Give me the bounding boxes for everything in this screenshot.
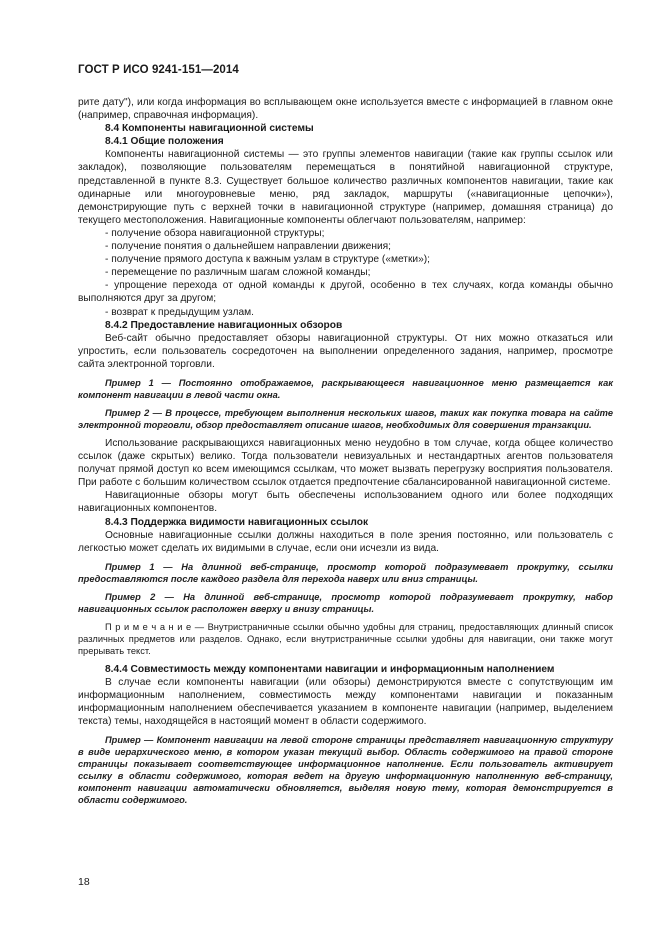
example-5: Пример — Компонент навигации на левой стороне страницы представляет навигационную структуру в виде иерархического меню, в котором указан текущий выбор. Область содержимого на правой стороне страницы показывает соответствующее информационное наполнение. Если пользователь активирует ссылку в области содержимого, которая ведет на другую информационную наполненную веб-страницу, компонент навигации автоматически обновляется, выделяя новую тему, которая демонстрируется в области содержимого. <box>78 735 613 806</box>
paragraph-8-4-4: В случае если компоненты навигации (или обзоры) демонстрируются вместе с сопутствующим им информационным наполнением, совместимость между компонентами навигации и показанным информационным наполнением обеспечивается указанием в компоненте навигации (например, выделением текста) темы, находящейся в настоящий момент в области содержимого. <box>78 676 613 728</box>
list-item: - перемещение по различным шагам сложной команды; <box>105 267 371 279</box>
example-3: Пример 1 — На длинной веб-странице, просмотр которой подразумевает прокрутку, ссылки предоставляются после каждого раздела для перехода наверх или вниз страницы. <box>78 561 613 584</box>
list-item: - получение прямого доступа к важным узлам в структуре («метки»); <box>105 254 431 266</box>
paragraph-8-4-1: Компоненты навигационной системы — это группы элементов навигации (такие как группы ссылок или закладок), позволяющие пользователям перемещаться в понятийной навигационной структуре, представленной в пункте 8.3. Существует большое количество различных компонентов навигации, такие как одинарные или многоуровневые меню, ряд закладок, маршруты («навигационные цепочки»), демонстрирующие путь с верхней точки в навигационной структуре (например, домашняя страница) до текущего местоположения. Навигационные компоненты облегчают пользователям, например: <box>78 149 613 226</box>
page-content <box>78 96 613 812</box>
example-1: Пример 1 — Постоянно отображаемое, раскрывающееся навигационное меню размещается как компонент навигации в левой части окна. <box>78 377 613 400</box>
note: П р и м е ч а н и е — Внутристраничные ссылки обычно удобны для страниц, предоставляющих длинный список различных предметов или разделов. Однако, если внутристраничные ссылки удобны для навигации, они также могут прерывать текст. <box>78 621 613 656</box>
list-item: - получение понятия о дальнейшем направлении движения; <box>105 241 392 253</box>
section-heading-8-4: 8.4 Компоненты навигационной системы <box>105 123 314 135</box>
paragraph-navigation-overviews: Навигационные обзоры могут быть обеспечены использованием одного или более подходящих навигационных компонентов. <box>78 490 613 515</box>
section-heading-8-4-2: 8.4.2 Предоставление навигационных обзоров <box>105 319 343 331</box>
example-4: Пример 2 — На длинной веб-странице, просмотр которой подразумевает прокрутку, набор навигационных ссылок расположен вверху и внизу страницы. <box>78 591 613 614</box>
section-heading-8-4-3: 8.4.3 Поддержка видимости навигационных ссылок <box>105 516 369 528</box>
paragraph-dropdown-menus: Использование раскрывающихся навигационных меню неудобно в том случае, когда общее количество ссылок (даже скрытых) велико. Тогда пользователи невизуальных и нестандартных агентов пользователя получат прямой доступ ко всем имеющимся ссылкам, что может вызвать перегрузку восприятия пользователя. При работе с большим количеством ссылок отдается предпочтение сбалансированной навигационной системе. <box>78 437 613 489</box>
document-header: ГОСТ Р ИСО 9241-151—2014 <box>78 64 239 76</box>
paragraph-8-4-2: Веб-сайт обычно предоставляет обзоры навигационной структуры. От них можно отказаться или упростить, если пользователь сосредоточен на выполнении определенного задания, например, просмотре сайта электронной торговли. <box>78 332 613 370</box>
example-2: Пример 2 — В процессе, требующем выполнения нескольких шагов, таких как покупка товара на сайте электронной торговли, обзор предоставляет описание шагов, необходимых для совершения транзакции. <box>78 407 613 430</box>
list-item: - возврат к предыдущим узлам. <box>105 306 254 318</box>
paragraph-continued: рите дату"), или когда информация во всплывающем окне используется вместе с информацией в главном окне (например, справочная информация). <box>78 97 613 122</box>
section-heading-8-4-1: 8.4.1 Общие положения <box>105 136 224 148</box>
paragraph-8-4-3: Основные навигационные ссылки должны находиться в поле зрения постоянно, или пользователь с легкостью может сделать их видимыми в случае, если они исчезли из вида. <box>78 529 613 554</box>
page-number: 18 <box>78 876 90 888</box>
section-heading-8-4-4: 8.4.4 Совместимость между компонентами навигации и информационным наполнением <box>105 663 555 675</box>
list-item: - упрощение перехода от одной команды к другой, особенно в тех случаях, когда команды обычно выполняются друг за другом; <box>78 280 613 305</box>
list-item: - получение обзора навигационной структуры; <box>105 227 325 239</box>
